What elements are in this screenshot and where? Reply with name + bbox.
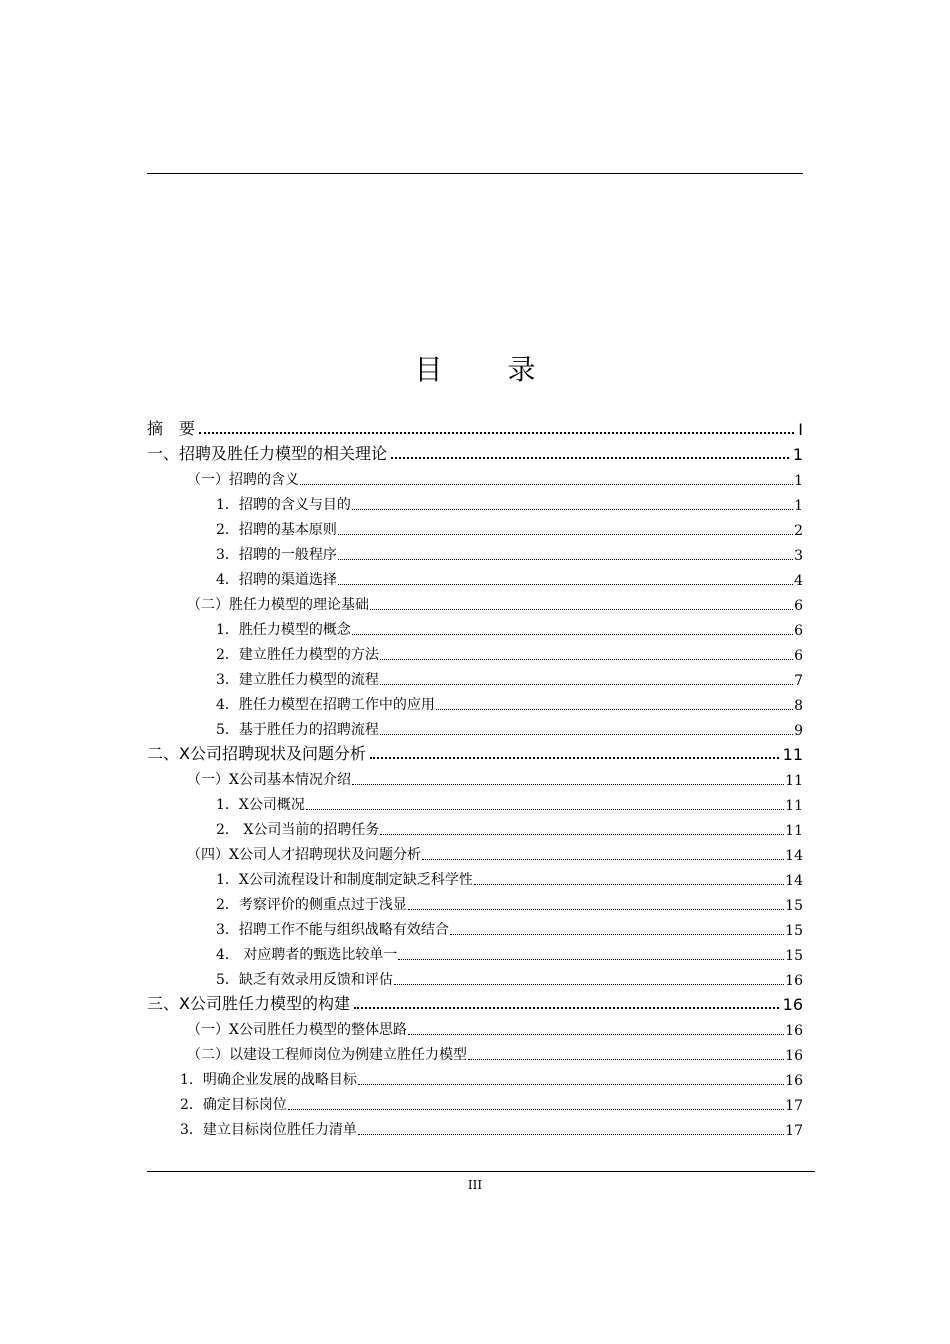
toc-entry-page: 9 — [794, 723, 803, 739]
toc-entry-label: 5．缺乏有效录用反馈和评估 — [216, 972, 393, 988]
toc-leader-dots — [338, 559, 793, 560]
toc-entry-page: 2 — [794, 523, 803, 539]
header-rule — [147, 173, 803, 174]
toc-entry-page: 14 — [785, 873, 803, 889]
toc-entry-label: 4．招聘的渠道选择 — [216, 572, 337, 588]
toc-entry[interactable] — [147, 439, 803, 464]
toc-entry-page: 14 — [785, 848, 803, 864]
toc-leader-dots — [338, 584, 793, 585]
toc-entry-page: 3 — [794, 548, 803, 564]
toc-entry-page: 6 — [794, 598, 803, 614]
toc-entry-label: 1．胜任力模型的概念 — [216, 622, 351, 638]
toc-entry-label: 3．建立胜任力模型的流程 — [216, 672, 379, 688]
toc-leader-dots — [370, 609, 793, 610]
toc-leader-dots — [380, 734, 793, 735]
toc-entry[interactable] — [147, 1039, 803, 1064]
toc-entry-page: 16 — [785, 1023, 803, 1039]
toc-entry-label: 三、X公司胜任力模型的构建 — [147, 994, 350, 1013]
toc-entry[interactable] — [147, 689, 803, 714]
toc-entry[interactable] — [147, 789, 803, 814]
toc-entry-page: I — [798, 420, 803, 439]
toc-leader-dots — [354, 1007, 779, 1009]
toc-entry-page: 4 — [794, 573, 803, 589]
toc-entry-page: 11 — [785, 823, 803, 839]
toc-leader-dots — [358, 1134, 784, 1135]
toc-entry[interactable] — [147, 589, 803, 614]
toc-entry[interactable] — [147, 1114, 803, 1139]
toc-entry-label: （二）以建设工程师岗位为例建立胜任力模型 — [187, 1047, 467, 1063]
toc-entry-label: 一、招聘及胜任力模型的相关理论 — [147, 444, 388, 463]
toc-entry-page: 15 — [785, 898, 803, 914]
toc-entry-label: 1．X公司流程设计和制度制定缺乏科学性 — [216, 872, 473, 888]
toc-entry-label: 二、X公司招聘现状及问题分析 — [147, 744, 366, 763]
toc-entry[interactable] — [147, 814, 803, 839]
toc-leader-dots — [306, 809, 784, 810]
toc-leader-dots — [288, 1109, 784, 1110]
toc-entry-page: 17 — [785, 1098, 803, 1114]
toc-entry[interactable] — [147, 739, 803, 764]
toc-entry[interactable] — [147, 989, 803, 1014]
toc-entry-label: （一）X公司胜任力模型的整体思路 — [187, 1022, 407, 1038]
toc-entry-page: 11 — [785, 773, 803, 789]
toc-leader-dots — [450, 934, 784, 935]
toc-leader-dots — [391, 457, 789, 459]
toc-leader-dots — [370, 757, 779, 759]
toc-entry-page: 1 — [794, 498, 803, 514]
toc-entry-page: 16 — [785, 1073, 803, 1089]
toc-entry[interactable] — [147, 939, 803, 964]
toc-entry-page: 8 — [794, 698, 803, 714]
toc-entry[interactable] — [147, 839, 803, 864]
toc-entry[interactable] — [147, 614, 803, 639]
toc-entry[interactable] — [147, 914, 803, 939]
toc-entry-label: 3．建立目标岗位胜任力清单 — [180, 1122, 357, 1138]
toc-entry[interactable] — [147, 514, 803, 539]
toc-entry-label: 2．招聘的基本原则 — [216, 522, 337, 538]
toc-leader-dots — [394, 984, 784, 985]
page-title: 目 录 — [414, 353, 564, 386]
toc-entry-page: 1 — [792, 445, 803, 464]
toc-leader-dots — [408, 1034, 784, 1035]
toc-leader-dots — [474, 884, 784, 885]
toc-entry-page: 6 — [794, 648, 803, 664]
table-of-contents — [147, 414, 803, 1139]
toc-leader-dots — [300, 484, 793, 485]
toc-entry-label: （四）X公司人才招聘现状及问题分析 — [187, 847, 421, 863]
toc-entry-label: 2．确定目标岗位 — [180, 1097, 287, 1113]
footer-page-number: III — [467, 1178, 483, 1192]
toc-entry[interactable] — [147, 464, 803, 489]
toc-entry-page: 1 — [794, 473, 803, 489]
toc-entry[interactable] — [147, 864, 803, 889]
toc-leader-dots — [422, 859, 784, 860]
toc-leader-dots — [352, 634, 793, 635]
toc-entry[interactable] — [147, 889, 803, 914]
toc-entry-label: （一）X公司基本情况介绍 — [187, 772, 351, 788]
toc-entry-label: 4．胜任力模型在招聘工作中的应用 — [216, 697, 435, 713]
toc-leader-dots — [436, 709, 793, 710]
toc-entry[interactable] — [147, 1089, 803, 1114]
toc-entry-label: 2．建立胜任力模型的方法 — [216, 647, 379, 663]
toc-entry-page: 16 — [785, 973, 803, 989]
toc-entry-label: 5．基于胜任力的招聘流程 — [216, 722, 379, 738]
toc-entry-page: 17 — [785, 1123, 803, 1139]
toc-leader-dots — [380, 659, 793, 660]
toc-leader-dots — [199, 432, 794, 434]
toc-entry[interactable] — [147, 539, 803, 564]
toc-entry[interactable] — [147, 714, 803, 739]
toc-entry-page: 16 — [782, 995, 803, 1014]
toc-entry[interactable] — [147, 564, 803, 589]
toc-leader-dots — [408, 909, 784, 910]
toc-entry-page: 6 — [794, 623, 803, 639]
toc-entry-page: 11 — [785, 798, 803, 814]
toc-entry-label: 3．招聘工作不能与组织战略有效结合 — [216, 922, 449, 938]
toc-entry-page: 7 — [794, 673, 803, 689]
toc-leader-dots — [352, 509, 793, 510]
toc-entry-label: 摘 要 — [147, 419, 196, 438]
toc-leader-dots — [380, 684, 793, 685]
toc-entry[interactable] — [147, 1064, 803, 1089]
toc-entry-page: 15 — [785, 923, 803, 939]
toc-entry[interactable] — [147, 764, 803, 789]
toc-entry-label: 2．考察评价的侧重点过于浅显 — [216, 897, 407, 913]
toc-entry[interactable] — [147, 664, 803, 689]
toc-entry-page: 15 — [785, 948, 803, 964]
toc-entry-label: 2． X公司当前的招聘任务 — [216, 822, 380, 838]
toc-entry[interactable] — [147, 639, 803, 664]
toc-entry[interactable] — [147, 414, 803, 439]
toc-entry[interactable] — [147, 964, 803, 989]
toc-leader-dots — [398, 959, 784, 960]
toc-entry-label: （一）招聘的含义 — [187, 472, 299, 488]
toc-entry-label: 4． 对应聘者的甄选比较单一 — [216, 947, 398, 963]
toc-leader-dots — [338, 534, 793, 535]
toc-leader-dots — [352, 784, 784, 785]
toc-leader-dots — [380, 834, 784, 835]
toc-entry-label: 1．X公司概况 — [216, 797, 305, 813]
toc-entry-page: 11 — [782, 745, 803, 764]
toc-leader-dots — [468, 1059, 784, 1060]
toc-entry-label: （二）胜任力模型的理论基础 — [187, 597, 369, 613]
toc-entry[interactable] — [147, 1014, 803, 1039]
toc-entry[interactable] — [147, 489, 803, 514]
toc-entry-page: 16 — [785, 1048, 803, 1064]
toc-entry-label: 3．招聘的一般程序 — [216, 547, 337, 563]
footer-rule — [147, 1171, 815, 1172]
toc-leader-dots — [358, 1084, 784, 1085]
toc-entry-label: 1．招聘的含义与目的 — [216, 497, 351, 513]
toc-entry-label: 1．明确企业发展的战略目标 — [180, 1072, 357, 1088]
